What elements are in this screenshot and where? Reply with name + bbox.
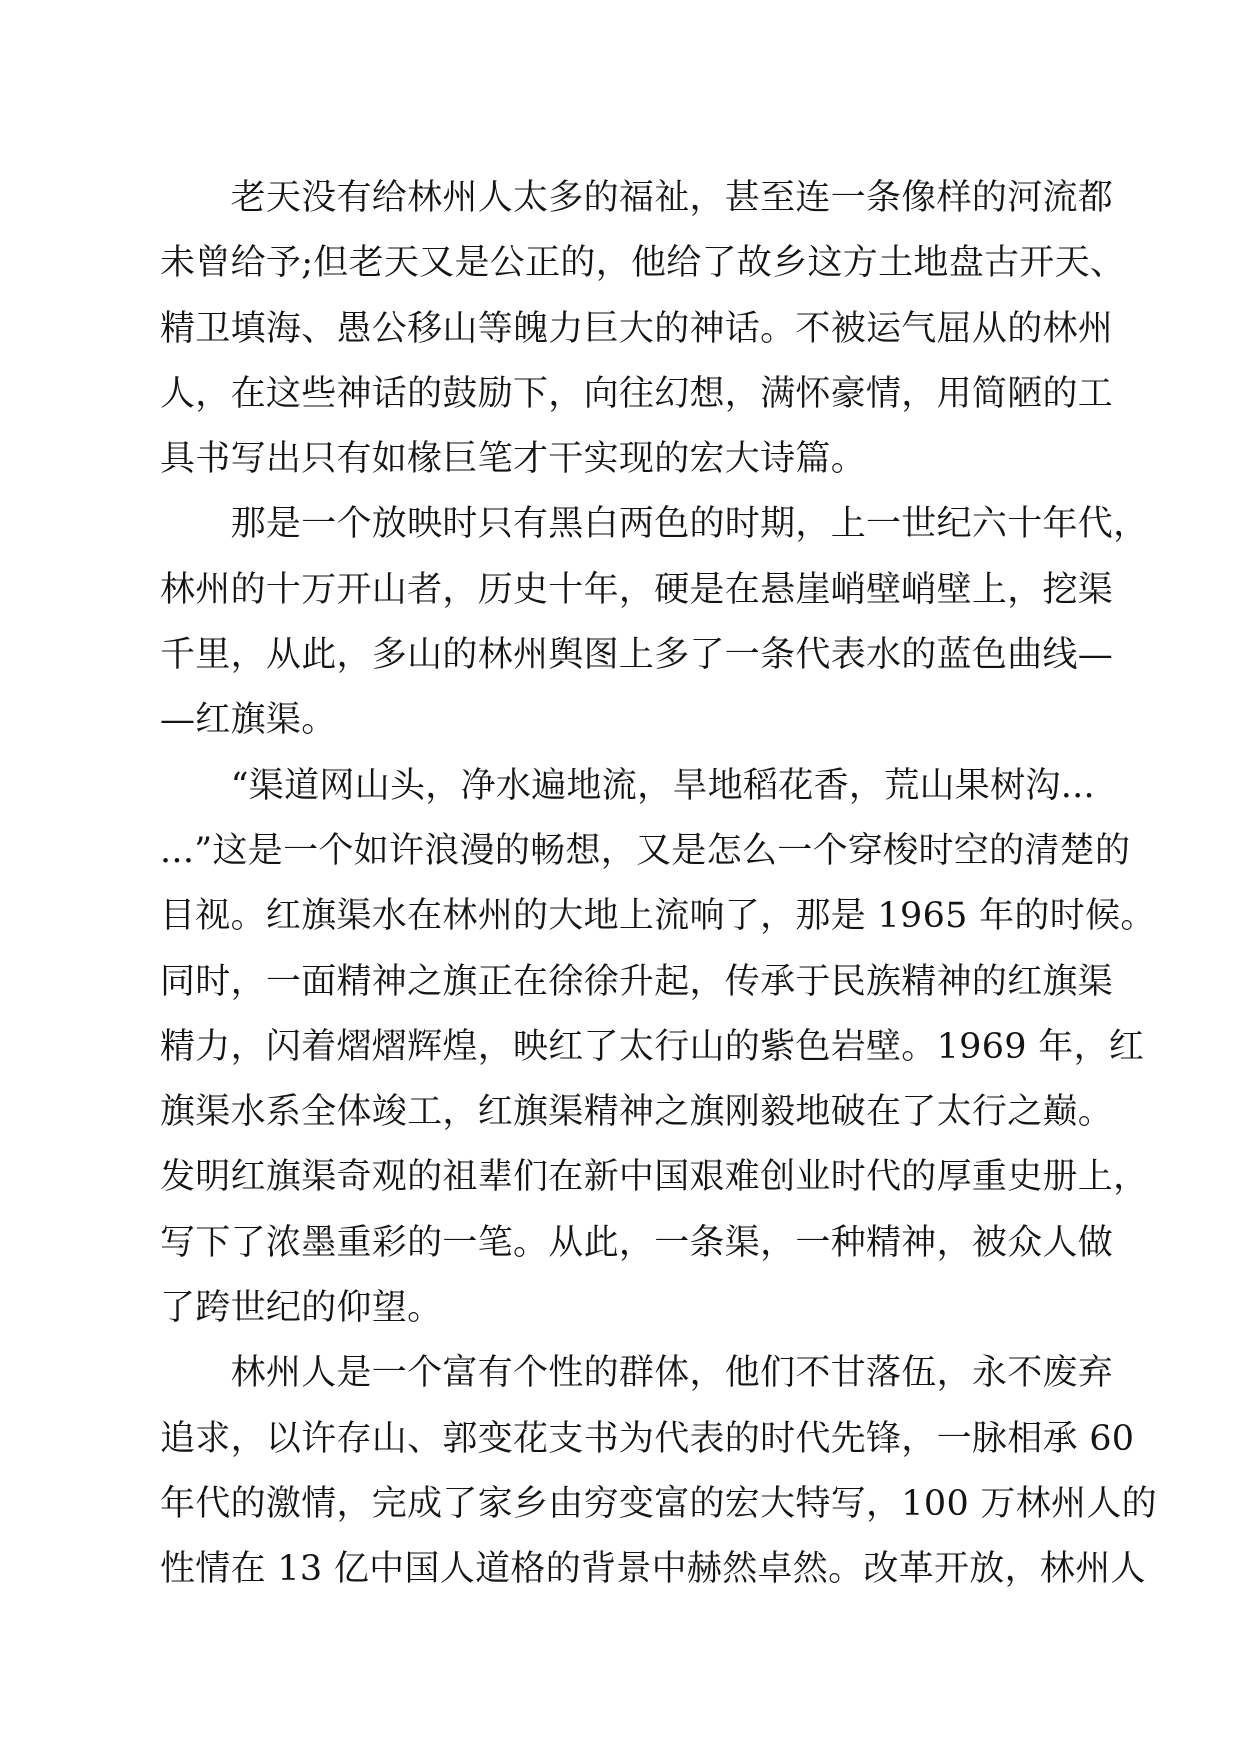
- text-line: 同时，一面精神之旗正在徐徐升起，传承于民族精神的红旗渠: [160, 961, 1114, 1002]
- text-line: 千里，从此，多山的林州舆图上多了一条代表水的蓝色曲线—: [160, 635, 1114, 676]
- text-line: 未曾给予;但老天又是公正的，他给了故乡这方土地盘古开天、: [160, 243, 1126, 284]
- text-line: 那是一个放映时只有黑白两色的时期，上一世纪六十年代，: [160, 504, 1149, 545]
- text-line: 精力，闪着熠熠辉煌，映红了太行山的紫色岩壁。1969 年，红: [160, 1026, 1145, 1067]
- text-line: 写下了浓墨重彩的一笔。从此，一条渠，一种精神，被众人做: [160, 1222, 1114, 1263]
- text-line: 林州的十万开山者，历史十年，硬是在悬崖峭壁峭壁上，挖渠: [160, 569, 1114, 610]
- text-line: 了跨世纪的仰望。: [160, 1288, 443, 1329]
- text-line: 林州人是一个富有个性的群体，他们不甘落伍，永不废弃: [160, 1353, 1114, 1394]
- text-line: 追求，以许存山、郭变花支书为代表的时代先锋，一脉相承 60: [160, 1418, 1135, 1459]
- text-line: —红旗渠。: [160, 700, 337, 741]
- text-line: 老天没有给林州人太多的福祉，甚至连一条像样的河流都: [160, 178, 1114, 218]
- text-line: 旗渠水系全体竣工，红旗渠精神之旗刚毅地破在了太行之巅。: [160, 1092, 1114, 1133]
- text-line: 人，在这些神话的鼓励下，向往幻想，满怀豪情，用简陋的工: [160, 373, 1114, 414]
- text-line: 具书写出只有如椽巨笔才干实现的宏大诗篇。: [160, 439, 867, 480]
- text-line: 发明红旗渠奇观的祖辈们在新中国艰难创业时代的厚重史册上，: [160, 1157, 1149, 1198]
- text-line: ...”这是一个如许浪漫的畅想，又是怎么一个穿梭时空的清楚的: [160, 830, 1131, 871]
- text-line: 年代的激情，完成了家乡由穷变富的宏大特写，100 万林州人的: [160, 1483, 1157, 1524]
- text-line: 性情在 13 亿中国人道格的背景中赫然卓然。改革开放，林州人: [160, 1549, 1146, 1590]
- body-text: [160, 166, 1157, 1603]
- text-line: 目视。红旗渠水在林州的大地上流响了，那是 1965 年的时候。: [160, 896, 1156, 937]
- text-line: “渠道网山头，净水遍地流，旱地稻花香，荒山果树沟...: [160, 765, 1095, 806]
- text-line: 精卫填海、愚公移山等魄力巨大的神话。不被运气屈从的林州: [160, 308, 1114, 349]
